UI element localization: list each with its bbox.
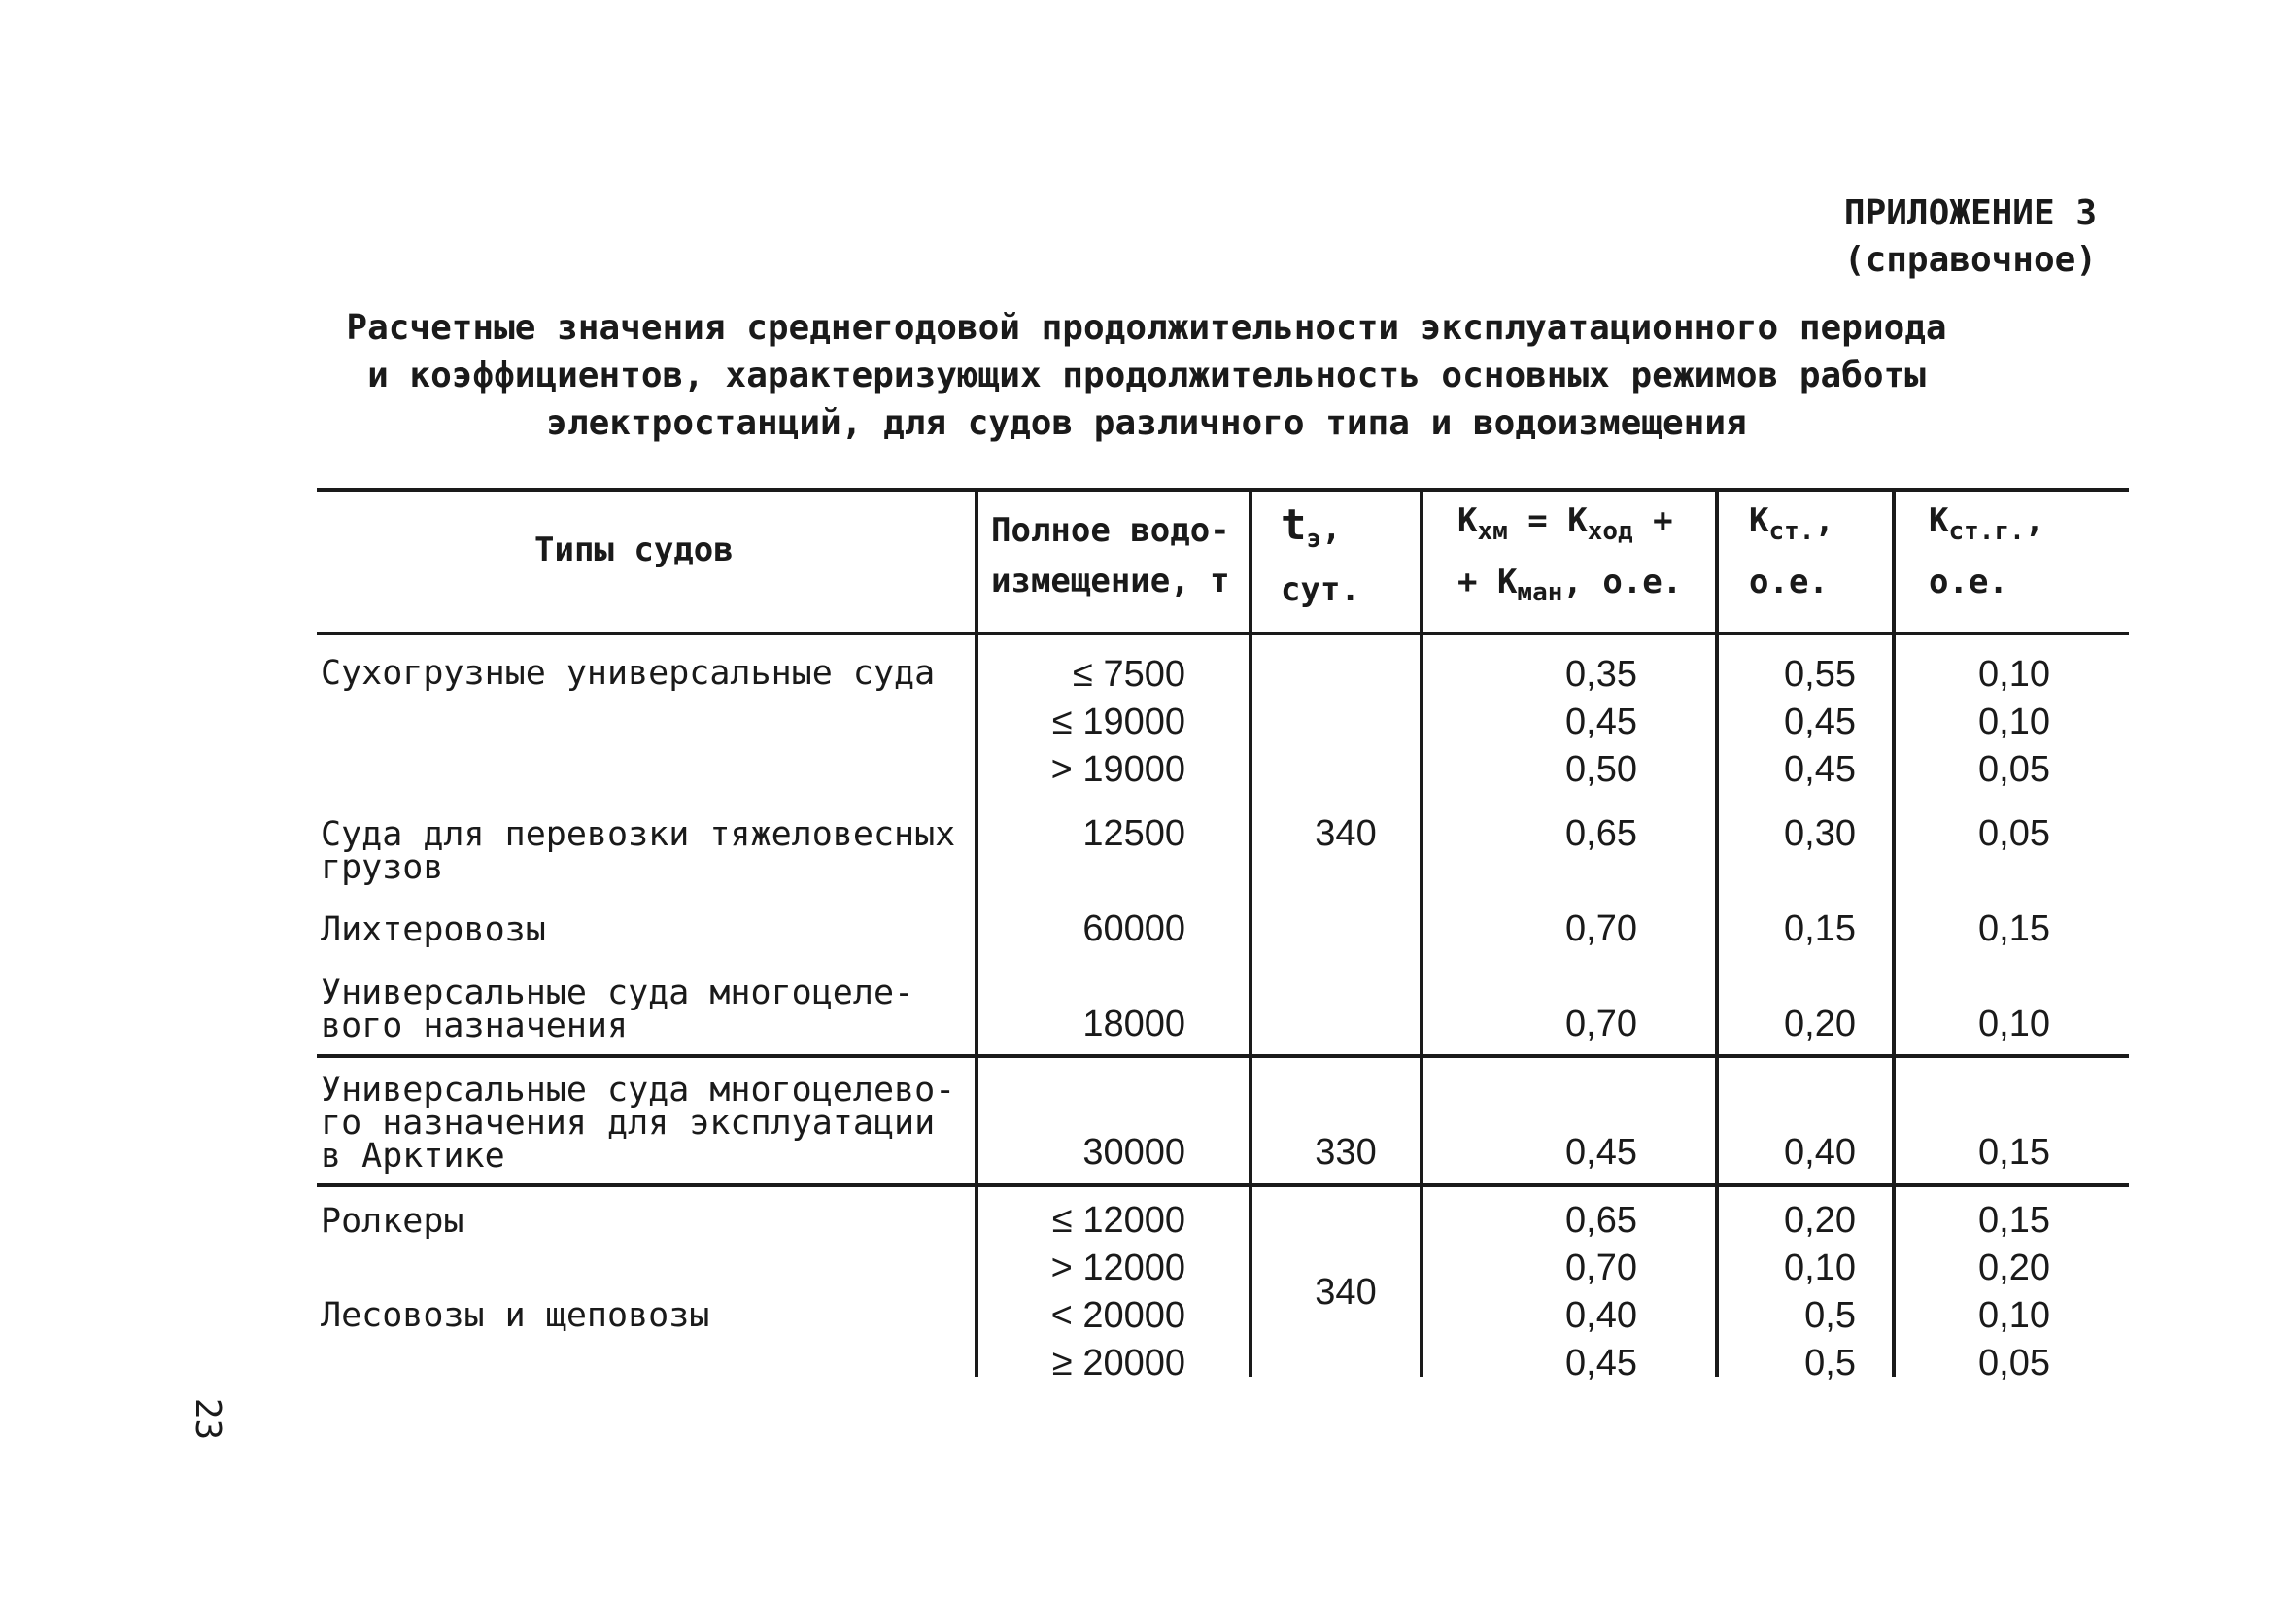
group1-t-value: 340 [1315, 813, 1377, 854]
col-divider-1 [975, 488, 978, 1377]
row-k-stg: 0,10 [1978, 654, 2050, 695]
row-k-hm: 0,45 [1565, 1343, 1637, 1384]
row-k-st: 0,15 [1784, 908, 1856, 949]
col-divider-4 [1715, 488, 1719, 1377]
row-k-stg: 0,10 [1978, 701, 2050, 742]
col-header-displacement: Полное водо- измещение, т [991, 511, 1230, 600]
row-displacement: < 20000 [1050, 1295, 1185, 1336]
row-displacement: ≥ 20000 [1051, 1343, 1185, 1384]
row-k-st: 0,5 [1804, 1343, 1856, 1384]
row-k-hm: 0,65 [1565, 813, 1637, 854]
col-divider-2 [1249, 488, 1252, 1377]
row-displacement: > 12000 [1050, 1248, 1185, 1288]
title-line-1: Расчетные значения среднегодовой продолжительности эксплуатационного периода [346, 308, 1947, 348]
row-displacement: ≤ 19000 [1051, 701, 1185, 742]
col-divider-5 [1892, 488, 1896, 1377]
row-k-st: 0,40 [1784, 1132, 1856, 1173]
col-header-type: Типы судов [534, 530, 734, 569]
appendix-note: (справочное) [1843, 240, 2097, 280]
row-k-hm: 0,65 [1565, 1200, 1637, 1241]
row-k-stg: 0,10 [1978, 1004, 2050, 1044]
group3-t-value: 340 [1315, 1272, 1377, 1313]
col-header-k-stg: $K_{ст.г.}$, о.е. [1929, 501, 2045, 601]
row-k-st: 0,45 [1784, 749, 1856, 790]
row-displacement: 18000 [1082, 1004, 1185, 1044]
row-k-hm: 0,70 [1565, 1004, 1637, 1044]
col-header-t: $t_э$, сут. [1281, 500, 1360, 609]
appendix-block [1844, 190, 2097, 284]
row-displacement: 30000 [1082, 1132, 1185, 1173]
appendix-label: ПРИЛОЖЕНИЕ 3 [1843, 193, 2097, 233]
row-k-st: 0,45 [1784, 701, 1856, 742]
row-name: Сухогрузные универсальные суда [321, 654, 936, 693]
row-k-stg: 0,15 [1978, 1132, 2050, 1173]
group1-bottom-rule [317, 1054, 2129, 1058]
col-header-k-st: $K_{ст.}$, о.е. [1749, 501, 1834, 601]
row-k-hm: 0,45 [1565, 1132, 1637, 1173]
row-name: Универсальные суда многоцеле- вого назначения [321, 974, 915, 1045]
col-header-k-hm: $K_{хм} = K_{ход}$ + + $K_{ман}$, о.е. [1457, 501, 1683, 607]
row-k-stg: 0,20 [1978, 1248, 2050, 1288]
header-bottom-rule [317, 632, 2129, 635]
title-line-3: электростанций, для судов различного типа и водоизмещения [546, 403, 1747, 443]
row-displacement: > 19000 [1050, 749, 1185, 790]
row-k-hm: 0,35 [1565, 654, 1637, 695]
row-k-st: 0,30 [1784, 813, 1856, 854]
row-name: Лихтеровозы [321, 910, 546, 949]
row-k-stg: 0,05 [1978, 813, 2050, 854]
row-displacement: 12500 [1082, 813, 1185, 854]
row-name: Суда для перевозки тяжеловесных грузов [321, 815, 956, 887]
row-k-stg: 0,05 [1978, 1343, 2050, 1384]
row-displacement: ≤ 7500 [1073, 654, 1185, 695]
title-line-2: и коэффициентов, характеризующих продолжительность основных режимов работы [367, 356, 1926, 395]
row-k-st: 0,5 [1804, 1295, 1856, 1336]
row-name: Универсальные суда многоцелево- го назначения для эксплуатации в Арктике [321, 1071, 956, 1176]
row-name: Ролкеры [321, 1202, 464, 1241]
row-k-stg: 0,05 [1978, 749, 2050, 790]
row-displacement: 60000 [1082, 908, 1185, 949]
row-k-hm: 0,45 [1565, 701, 1637, 742]
table-top-rule [317, 488, 2129, 492]
row-k-hm: 0,70 [1565, 1248, 1637, 1288]
row-k-st: 0,20 [1784, 1004, 1856, 1044]
table-title [321, 304, 1972, 447]
row-k-stg: 0,15 [1978, 1200, 2050, 1241]
row-k-stg: 0,15 [1978, 908, 2050, 949]
col-divider-3 [1420, 488, 1423, 1377]
row-k-st: 0,55 [1784, 654, 1856, 695]
row-k-hm: 0,40 [1565, 1295, 1637, 1336]
row-displacement: ≤ 12000 [1051, 1200, 1185, 1241]
row-name: Лесовозы и щеповозы [321, 1296, 710, 1335]
page-number: 23 [188, 1397, 228, 1441]
row-k-st: 0,10 [1784, 1248, 1856, 1288]
row-k-st: 0,20 [1784, 1200, 1856, 1241]
group2-bottom-rule [317, 1183, 2129, 1187]
row-k-stg: 0,10 [1978, 1295, 2050, 1336]
group2-t-value: 330 [1315, 1132, 1377, 1173]
row-k-hm: 0,70 [1565, 908, 1637, 949]
row-k-hm: 0,50 [1565, 749, 1637, 790]
